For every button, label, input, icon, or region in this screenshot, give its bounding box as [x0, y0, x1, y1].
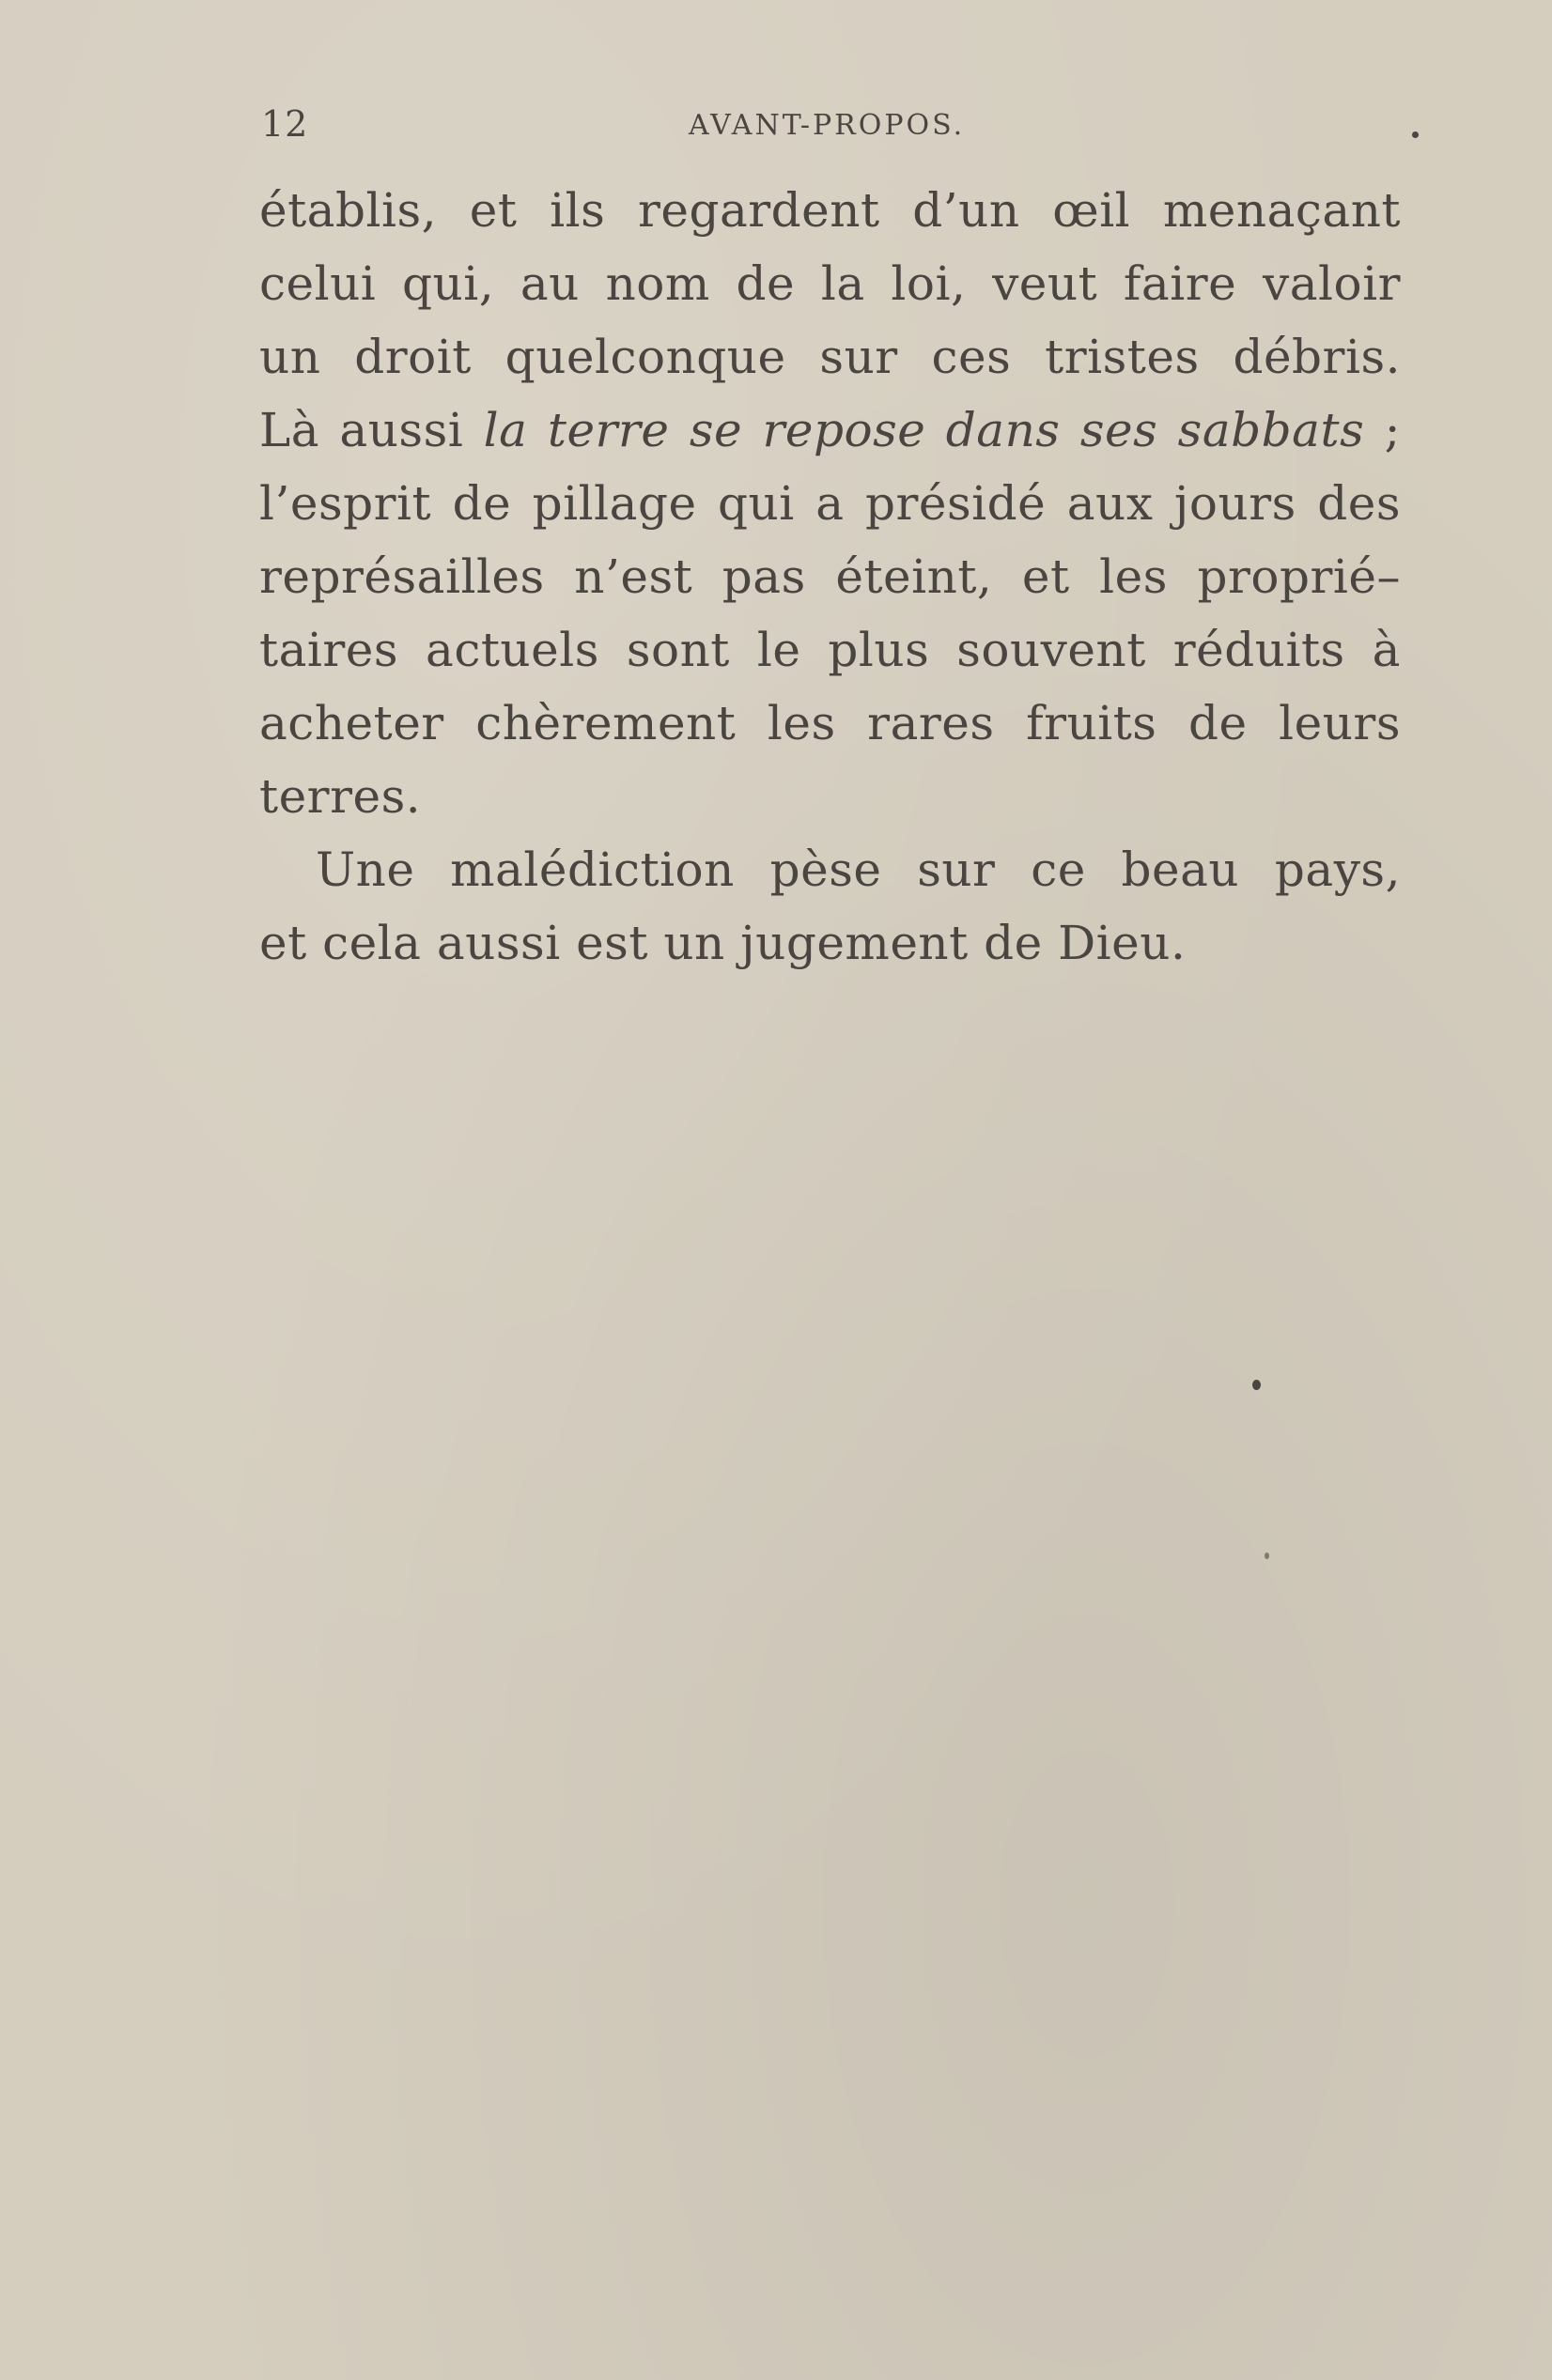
text-line: représailles n’est pas éteint, et les proprié– [259, 549, 1401, 604]
text-line: l’esprit de pillage qui a présidé aux jours des [259, 476, 1401, 531]
text-line-with-italic [259, 394, 1401, 467]
text-line: taires actuels sont le plus souvent réduits à [259, 623, 1401, 677]
running-title: AVANT-PROPOS. [689, 109, 966, 142]
paragraph-end-line: terres. [259, 769, 422, 824]
page-number: 12 [261, 103, 309, 145]
running-head [261, 103, 1400, 150]
italic-quote: la terre se repose dans ses sabbats [483, 403, 1365, 457]
ink-speck [1412, 131, 1419, 138]
body-text [259, 174, 1401, 980]
paragraph-end-line: et cela aussi est un jugement de Dieu. [259, 916, 1187, 970]
text-run: Là aussi [259, 403, 484, 457]
text-line: établis, et ils regardent d’un œil menaçant [259, 183, 1401, 238]
ink-speck [1252, 1380, 1261, 1390]
ink-speck [1265, 1553, 1269, 1559]
text-run: ; [1364, 403, 1401, 457]
text-line: acheter chèrement les rares fruits de leurs [259, 696, 1401, 750]
text-line: celui qui, au nom de la loi, veut faire valoir [259, 256, 1401, 311]
text-line: un droit quelconque sur ces tristes débris. [259, 330, 1401, 384]
paragraph-start-line: Une malédiction pèse sur ce beau pays, [316, 842, 1401, 897]
